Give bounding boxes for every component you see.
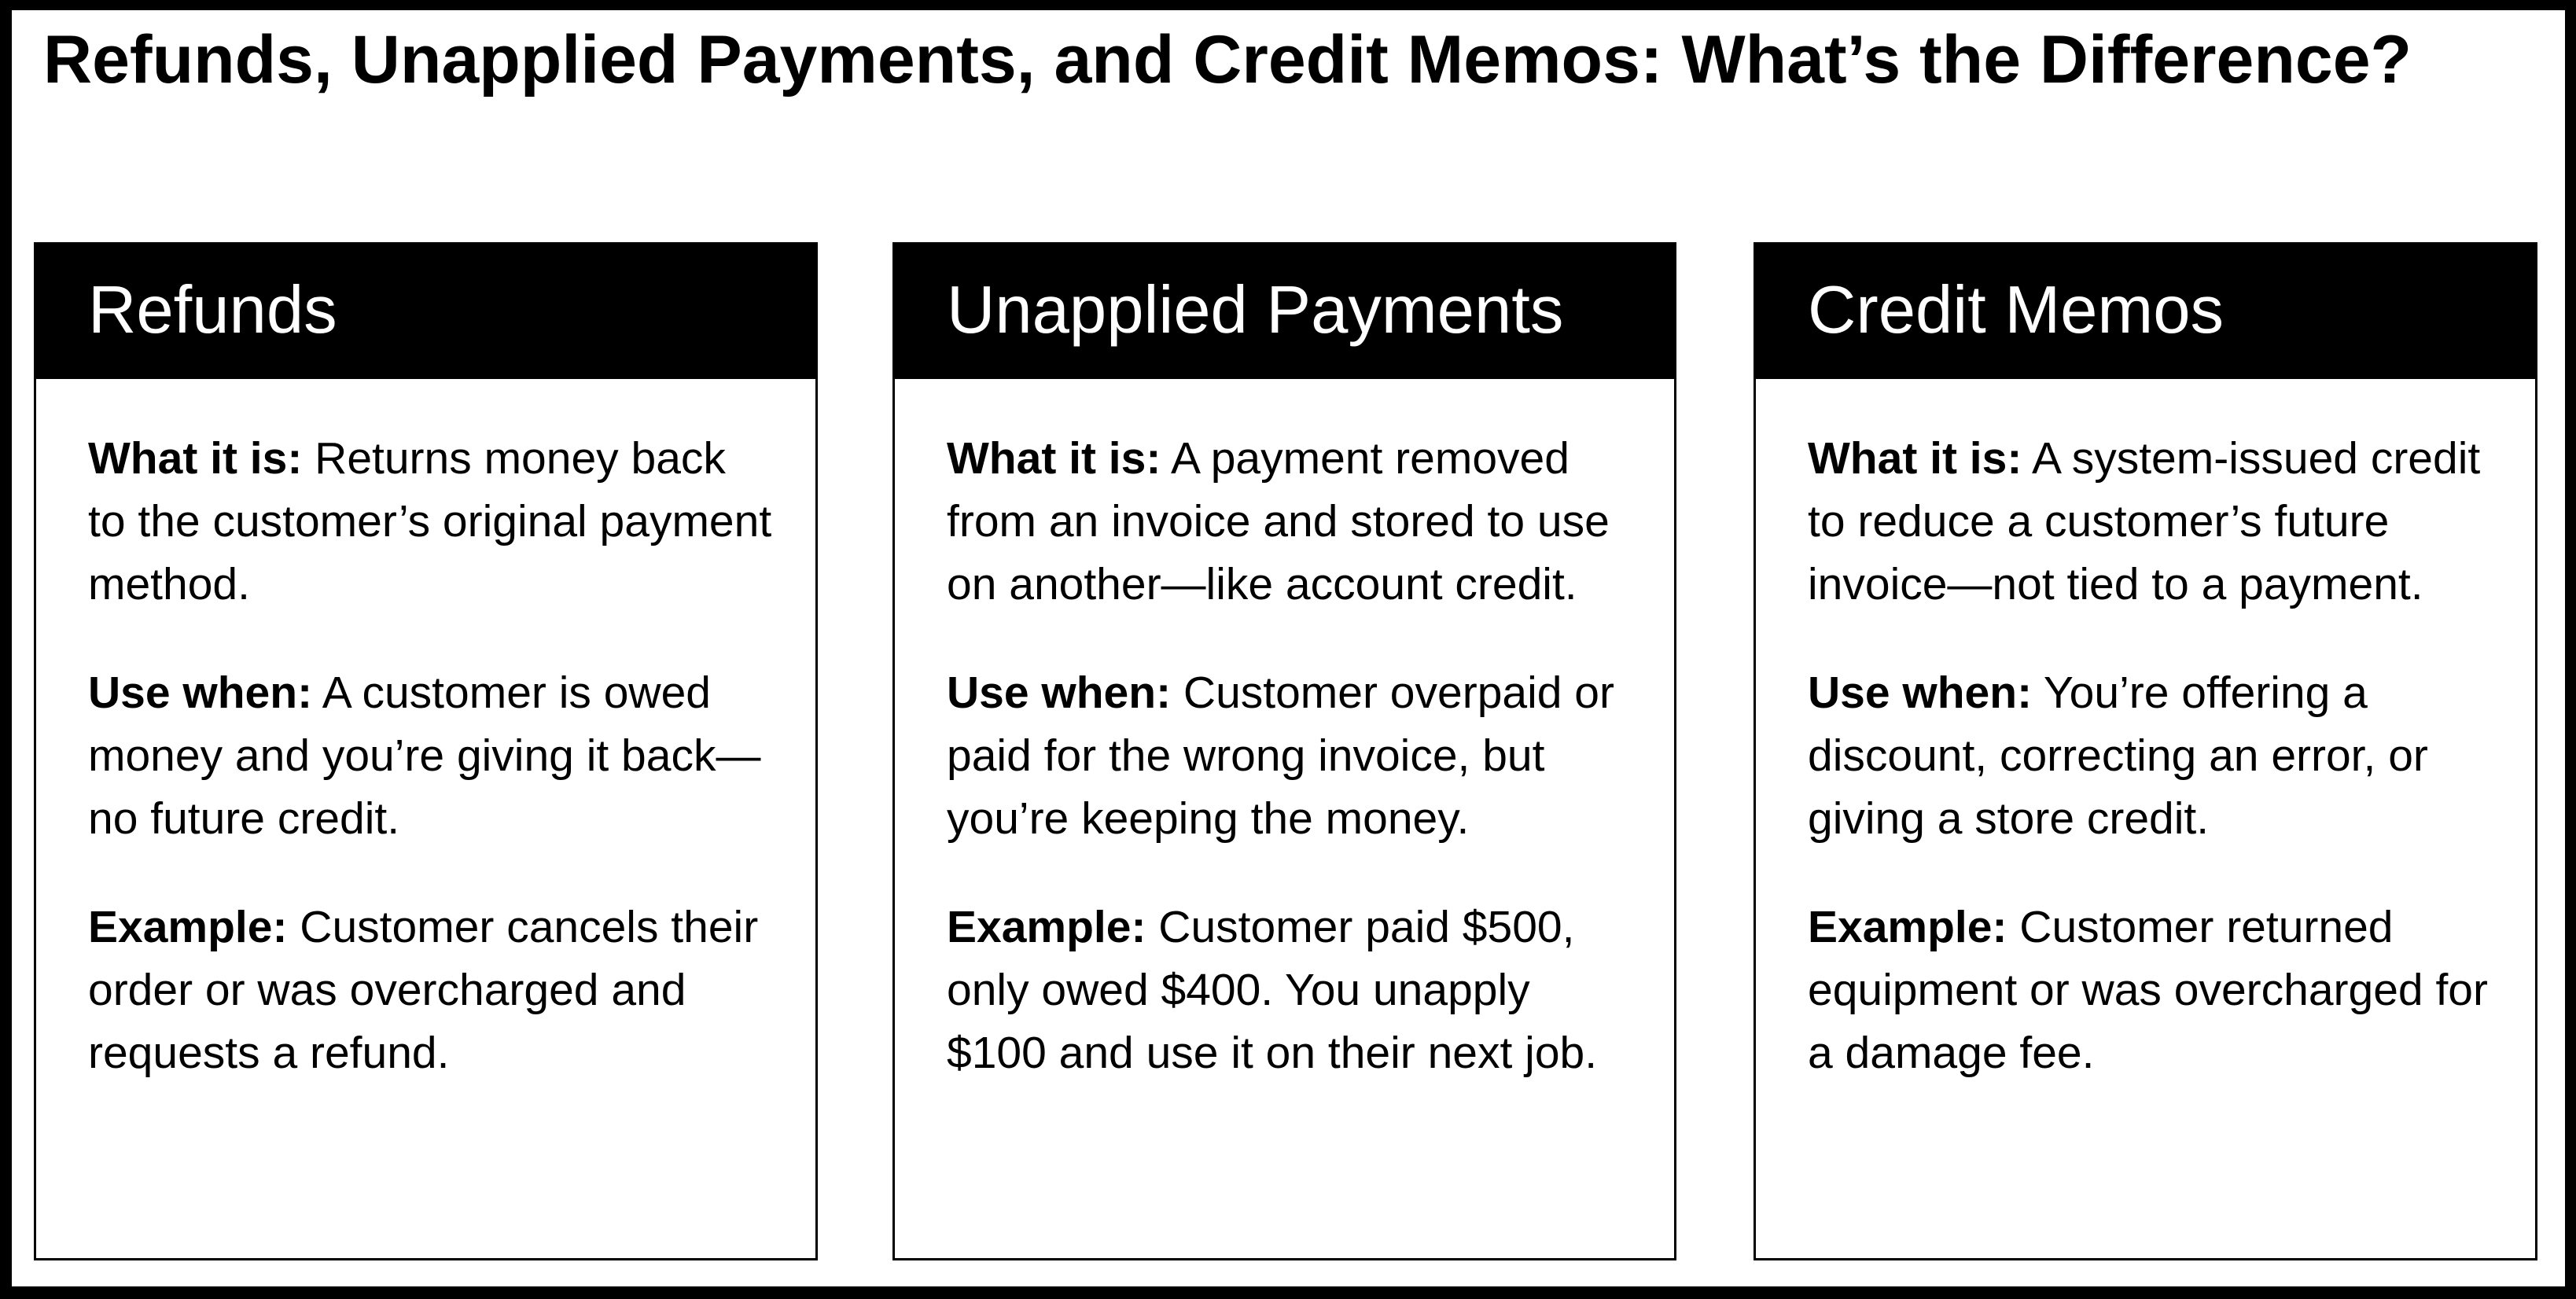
section-label: Example: bbox=[88, 902, 288, 952]
section-text: Customer overpaid or paid for the wrong invoice, but you’re keeping the money. bbox=[947, 668, 1614, 844]
section-label: What it is: bbox=[88, 433, 303, 484]
card-body bbox=[895, 379, 1674, 1084]
section-example bbox=[88, 896, 772, 1084]
card-credit-memos bbox=[1754, 242, 2537, 1260]
section-text: You’re offering a discount, correcting an error, or giving a store credit. bbox=[1808, 668, 2428, 844]
card-header: Unapplied Payments bbox=[892, 242, 1676, 379]
card-unapplied-payments bbox=[892, 242, 1676, 1260]
card-refunds bbox=[34, 242, 818, 1260]
section-label: Use when: bbox=[947, 668, 1172, 718]
section-text: A payment removed from an invoice and stored to use on another—like account credit. bbox=[947, 433, 1610, 609]
section-text: Customer returned equipment or was overcharged for a damage fee. bbox=[1808, 902, 2488, 1078]
section-what-it-is bbox=[1808, 427, 2492, 616]
section-label: Example: bbox=[947, 902, 1146, 952]
section-text: A system-issued credit to reduce a customer’s future invoice—not tied to a payment. bbox=[1808, 433, 2481, 609]
section-what-it-is bbox=[947, 427, 1631, 616]
section-what-it-is bbox=[88, 427, 772, 616]
section-text: Customer cancels their order or was overcharged and requests a refund. bbox=[88, 902, 759, 1078]
section-use-when bbox=[88, 661, 772, 850]
section-label: Use when: bbox=[88, 668, 313, 718]
section-example bbox=[947, 896, 1631, 1084]
card-header: Refunds bbox=[34, 242, 818, 379]
card-header: Credit Memos bbox=[1754, 242, 2537, 379]
section-text: Returns money back to the customer’s original payment method. bbox=[88, 433, 772, 609]
card-body bbox=[36, 379, 815, 1084]
page-title: Refunds, Unapplied Payments, and Credit Memos: What’s the Difference? bbox=[43, 22, 2412, 98]
section-text: A customer is owed money and you’re giving it back—no future credit. bbox=[88, 668, 761, 844]
section-label: Example: bbox=[1808, 902, 2007, 952]
section-use-when bbox=[947, 661, 1631, 850]
section-label: What it is: bbox=[947, 433, 1161, 484]
section-use-when bbox=[1808, 661, 2492, 850]
section-example bbox=[1808, 896, 2492, 1084]
section-text: Customer paid $500, only owed $400. You unapply $100 and use it on their next job. bbox=[947, 902, 1598, 1078]
section-label: What it is: bbox=[1808, 433, 2022, 484]
section-label: Use when: bbox=[1808, 668, 2033, 718]
card-body bbox=[1756, 379, 2535, 1084]
